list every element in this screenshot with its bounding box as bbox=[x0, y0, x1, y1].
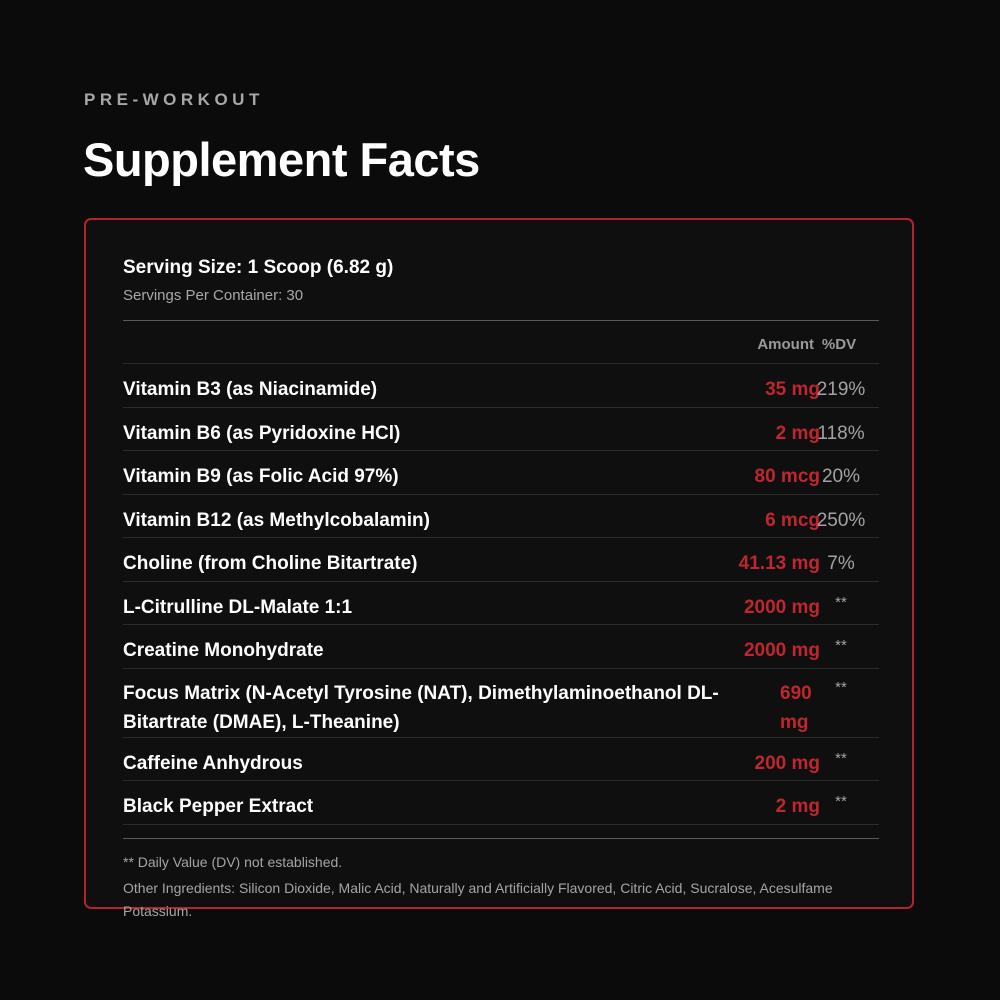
ingredient-dv: ** bbox=[835, 749, 847, 767]
dv-footnote: ** Daily Value (DV) not established. bbox=[123, 854, 343, 870]
ingredient-amount: 690 mg bbox=[780, 682, 812, 733]
ingredient-dv: 219% bbox=[816, 379, 866, 400]
column-header-amount: Amount bbox=[757, 336, 814, 353]
table-row bbox=[123, 781, 879, 825]
serving-size: Serving Size: 1 Scoop (6.82 g) bbox=[123, 257, 394, 278]
ingredient-name: Choline (from Choline Bitartrate) bbox=[123, 553, 418, 574]
ingredient-amount: 2000 mg bbox=[743, 640, 820, 661]
table-row bbox=[123, 669, 879, 738]
ingredient-dv: 250% bbox=[816, 509, 866, 531]
ingredient-name: Creatine Monohydrate bbox=[123, 640, 324, 661]
ingredient-amount: 80 mcg bbox=[754, 466, 820, 487]
ingredient-dv: 7% bbox=[827, 553, 855, 574]
servings-per-container: Servings Per Container: 30 bbox=[123, 287, 304, 304]
ingredient-dv: ** bbox=[835, 637, 847, 654]
ingredient-dv: ** bbox=[835, 593, 847, 611]
other-ingredients: Other Ingredients: Silicon Dioxide, Malic Acid, Naturally and Artificially Flavored, Citric Acid, Sucralose, Acesulfame Potassium. bbox=[123, 880, 833, 919]
ingredient-amount: 200 mg bbox=[754, 752, 820, 774]
divider-bottom bbox=[123, 838, 879, 839]
supplement-facts-panel bbox=[84, 218, 914, 919]
divider-top bbox=[123, 320, 879, 321]
ingredient-name: Focus Matrix (N-Acetyl Tyrosine (NAT), Dimethylaminoethanol DL-Bitartrate (DMAE), L-Theanine) bbox=[123, 682, 719, 733]
column-header-dv: %DV bbox=[821, 336, 857, 353]
table-row bbox=[123, 738, 879, 782]
ingredient-amount: 2 mg bbox=[775, 796, 820, 817]
ingredient-name: Vitamin B3 (as Niacinamide) bbox=[123, 379, 378, 400]
ingredient-dv: ** bbox=[835, 793, 847, 810]
table-row bbox=[123, 408, 879, 452]
ingredient-amount: 2 mg bbox=[775, 422, 820, 444]
ingredient-name: L-Citrulline DL-Malate 1:1 bbox=[123, 596, 353, 618]
table-row bbox=[123, 364, 879, 408]
ingredient-amount: 35 mg bbox=[765, 379, 820, 400]
ingredient-amount: 41.13 mg bbox=[738, 553, 820, 574]
ingredient-name: Vitamin B12 (as Methylcobalamin) bbox=[123, 509, 430, 531]
ingredient-name: Vitamin B9 (as Folic Acid 97%) bbox=[123, 466, 399, 487]
ingredient-dv: 20% bbox=[821, 466, 861, 487]
ingredient-amount: 2000 mg bbox=[743, 596, 820, 618]
table-row bbox=[123, 495, 879, 539]
ingredient-name: Vitamin B6 (as Pyridoxine HCl) bbox=[123, 422, 401, 444]
ingredient-dv: 118% bbox=[817, 422, 865, 444]
table-row bbox=[123, 625, 879, 669]
table-row bbox=[123, 538, 879, 582]
ingredient-table bbox=[123, 364, 879, 825]
ingredient-name: Caffeine Anhydrous bbox=[123, 752, 303, 774]
ingredient-name: Black Pepper Extract bbox=[123, 796, 314, 817]
table-header bbox=[123, 324, 879, 364]
ingredient-amount: 6 mcg bbox=[765, 509, 820, 531]
table-row bbox=[123, 451, 879, 495]
page-title: Supplement Facts bbox=[83, 133, 480, 186]
category-eyebrow: PRE-WORKOUT bbox=[84, 90, 264, 109]
table-row bbox=[123, 582, 879, 626]
ingredient-dv: ** bbox=[835, 678, 847, 696]
